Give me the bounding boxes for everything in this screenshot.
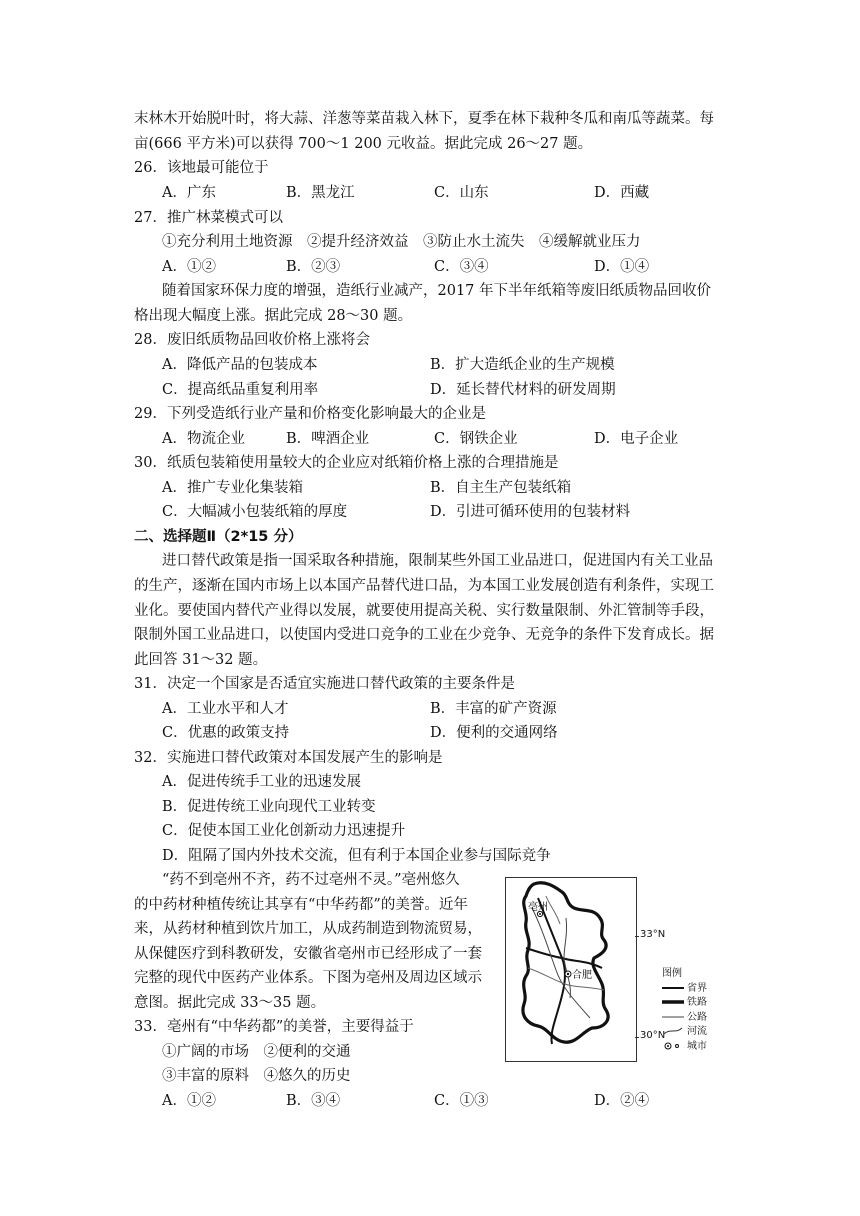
passage-text: 进口替代政策是指一国采取各种措施，限制某些外国工业品进口，促进国内有关工业品: [162, 553, 713, 569]
option-b: B．③④: [286, 1093, 341, 1109]
legend-title: 图例: [662, 968, 682, 979]
option-row: [162, 723, 722, 743]
option-row: [162, 699, 722, 719]
section-heading: 二、选择题Ⅱ（2*15 分）: [134, 529, 303, 545]
passage-text: 意图。据此完成 33～35 题。: [134, 995, 326, 1011]
option-row: [162, 1091, 722, 1111]
option-a: A．促进传统手工业的迅速发展: [162, 774, 361, 790]
bozhou-map-frame: [505, 877, 637, 1062]
option-b: B．扩大造纸企业的生产规模: [430, 357, 615, 373]
passage-text: 业化。要使国内替代产业得以发展，就要使用提高关税、实行数量限制、外汇管制等手段，: [134, 603, 714, 619]
option-row: [162, 257, 722, 277]
passage-text: 从保健医疗到科教研发，安徽省亳州市已经形成了一套: [134, 946, 482, 962]
legend-item-river: 河流: [662, 1025, 707, 1040]
legend-item-highway: 公路: [662, 1011, 707, 1026]
option-row: [162, 478, 722, 498]
lat-label-33: 33°N: [640, 929, 666, 940]
bozhou-label: 亳州: [528, 902, 548, 913]
passage-text: 完整的现代中医药产业体系。下图为亳州及周边区域示: [134, 970, 482, 986]
option-d: D．阻隔了国内外技术交流，但有利于本国企业参与国际竞争: [162, 848, 551, 864]
option-b: B．②③: [286, 259, 341, 275]
option-a: A．广东: [162, 185, 216, 201]
province-map: [506, 878, 636, 1061]
question-stem: 28．废旧纸质物品回收价格上涨将会: [134, 332, 370, 348]
option-c: C．山东: [434, 185, 489, 201]
passage-text: 随着国家环保力度的增强，造纸行业减产，2017 年下半年纸箱等废旧纸质物品回收价: [162, 283, 712, 299]
option-d: D．电子企业: [594, 431, 679, 447]
option-d: D．便利的交通网络: [430, 725, 558, 741]
option-a: A．①②: [162, 1093, 216, 1109]
question-stem: 26．该地最可能位于: [134, 160, 269, 176]
railway-icon: [662, 998, 684, 1006]
option-c: C．促使本国工业化创新动力迅速提升: [162, 823, 406, 839]
option-d: D．延长替代材料的研发周期: [430, 382, 616, 398]
map-legend: [662, 967, 707, 1054]
option-a: A．工业水平和人才: [162, 701, 289, 717]
passage-text: 末林木开始脱叶时，将大蒜、洋葱等菜苗栽入林下，夏季在林下栽种冬瓜和南瓜等蔬菜。每: [134, 111, 714, 127]
option-c: C．提高纸品重复利用率: [162, 382, 319, 398]
option-c: C．①③: [434, 1093, 489, 1109]
question-stem: 31．决定一个国家是否适宜实施进口替代政策的主要条件是: [134, 676, 515, 692]
question-choices: ③丰富的原料 ④悠久的历史: [162, 1068, 351, 1084]
option-row: [162, 502, 722, 522]
question-stem: 33．亳州有“中华药都”的美誉，主要得益于: [134, 1019, 414, 1035]
option-a: A．推广专业化集装箱: [162, 480, 303, 496]
option-b: B．丰富的矿产资源: [430, 701, 557, 717]
passage-text: 的中药材种植传统让其享有“中华药都”的美誉。近年: [134, 897, 468, 913]
option-b: B．促进传统工业向现代工业转变: [162, 799, 376, 815]
option-c: C．大幅减小包装纸箱的厚度: [162, 504, 348, 520]
option-a: A．降低产品的包装成本: [162, 357, 318, 373]
province-border-icon: [662, 984, 684, 992]
option-b: B．啤酒企业: [286, 431, 370, 447]
option-row: [162, 183, 722, 203]
passage-text: 限制外国工业品进口，以使国内受进口竞争的工业在少竞争、无竞争的条件下发育成长。据: [134, 627, 714, 643]
tick-33n: [635, 936, 639, 937]
option-row: [162, 429, 722, 449]
passage-text: 来，从药材种植到饮片加工，从成药制造到物流贸易，: [134, 921, 482, 937]
option-a: A．①②: [162, 259, 216, 275]
question-stem: 27．推广林菜模式可以: [134, 210, 283, 226]
city-icon: [662, 1042, 684, 1050]
question-stem: 29．下列受造纸行业产量和价格变化影响最大的企业是: [134, 406, 486, 422]
lat-label-30: 30°N: [640, 1030, 666, 1041]
river-icon: [662, 1027, 684, 1035]
option-d: D．西藏: [594, 185, 650, 201]
tick-30n: [635, 1037, 639, 1038]
question-stem: 30．纸质包装箱使用量较大的企业应对纸箱价格上涨的合理措施是: [134, 455, 559, 471]
option-b: B．黑龙江: [286, 185, 355, 201]
legend-item-city: 城市: [662, 1040, 707, 1055]
option-d: D．引进可循环使用的包装材料: [430, 504, 631, 520]
question-choices: ①充分利用土地资源 ②提升经济效益 ③防止水土流失 ④缓解就业压力: [162, 234, 641, 250]
question-choices: ①广阔的市场 ②便利的交通: [162, 1044, 351, 1060]
option-row: [162, 355, 722, 375]
legend-item-province-border: 省界: [662, 982, 707, 997]
option-c: C．钢铁企业: [434, 431, 518, 447]
question-stem: 32．实施进口替代政策对本国发展产生的影响是: [134, 750, 443, 766]
option-row: [162, 380, 722, 400]
passage-text: “药不到亳州不齐，药不过亳州不灵。”亳州悠久: [162, 872, 460, 888]
passage-text: 的生产，逐渐在国内市场上以本国产品替代进口品，为本国工业发展创造有利条件，实现工: [134, 578, 714, 594]
legend-item-railway: 铁路: [662, 996, 707, 1011]
option-a: A．物流企业: [162, 431, 245, 447]
option-c: C．优惠的政策支持: [162, 725, 290, 741]
highway-icon: [662, 1013, 684, 1021]
passage-text: 此回答 31～32 题。: [134, 652, 268, 668]
passage-text: 格出现大幅度上涨。据此完成 28～30 题。: [134, 308, 413, 324]
option-d: D．①④: [594, 259, 650, 275]
option-c: C．③④: [434, 259, 489, 275]
hefei-label: 合肥: [572, 970, 592, 981]
option-d: D．②④: [594, 1093, 650, 1109]
option-b: B．自主生产包装纸箱: [430, 480, 572, 496]
passage-text: 亩(666 平方米)可以获得 700～1 200 元收益。据此完成 26～27 题。: [134, 136, 593, 152]
